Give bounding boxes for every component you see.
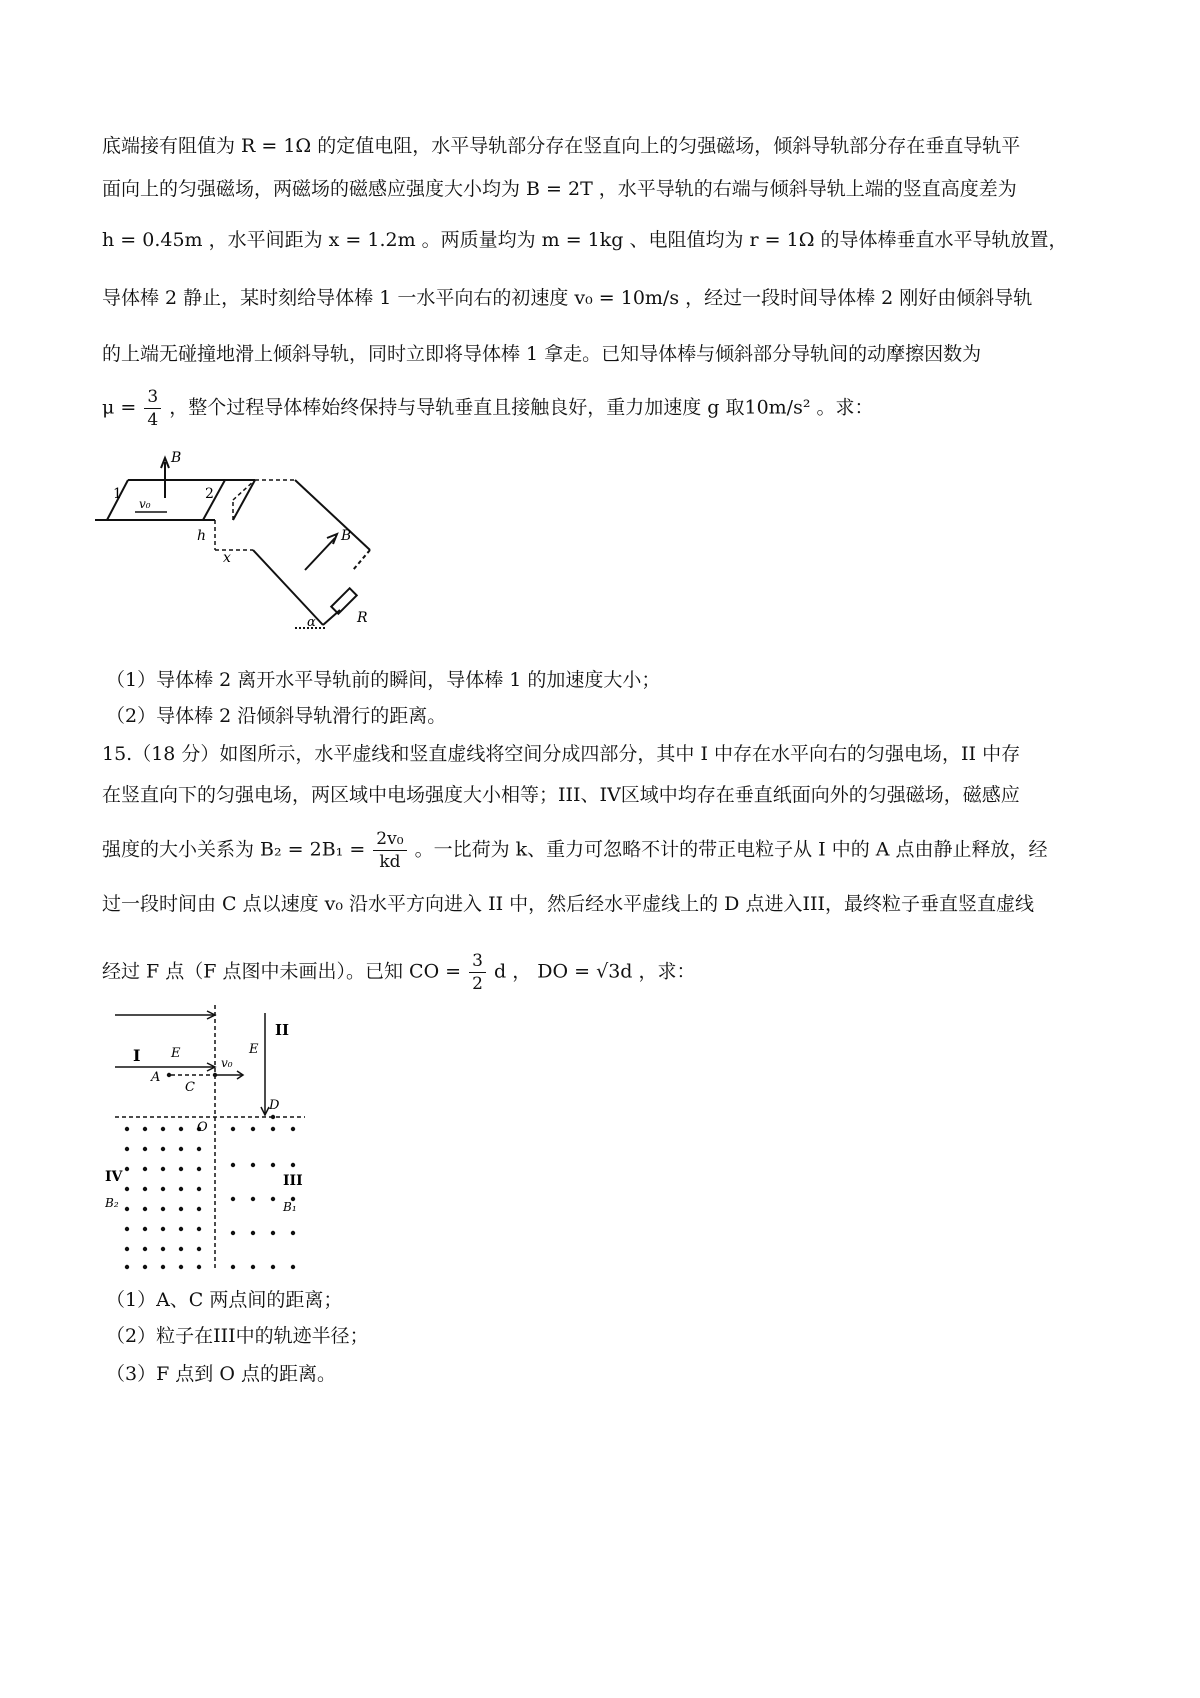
field-dot: [231, 1127, 235, 1131]
label-h: h: [197, 528, 207, 544]
label-b1: B₁: [283, 1200, 297, 1214]
field-dot: [291, 1265, 295, 1269]
field-dot: [231, 1231, 235, 1235]
b-arrow-incline: [305, 538, 335, 570]
field-dot: [125, 1167, 129, 1171]
p14-line-4: 导体棒 2 静止，某时刻给导体棒 1 一水平向右的初速度 v₀ = 10m/s ，经过一段时间导体棒 2 刚好由倾斜导轨: [102, 287, 1033, 309]
field-dot: [125, 1227, 129, 1231]
field-dot: [161, 1147, 165, 1151]
mu-prefix: μ =: [102, 396, 137, 419]
field-dot: [143, 1127, 147, 1131]
label-v0: v₀: [139, 497, 151, 511]
field-dot: [251, 1163, 255, 1167]
mu-suffix: ，整个过程导体棒始终保持与导轨垂直且接触良好，重力加速度 g 取10m/s² 。求：: [169, 396, 874, 419]
field-dot: [161, 1127, 165, 1131]
co-suffix: d ， DO = √3d ，求：: [494, 960, 696, 983]
label-region-i: I: [133, 1046, 141, 1065]
p15-line-2: 在竖直向下的匀强电场，两区域中电场强度大小相等；III、IV区域中均存在垂直纸面向外的匀强磁场，磁感应: [102, 784, 1020, 806]
co-prefix: 经过 F 点（F 点图中未画出）。已知 CO =: [102, 960, 462, 983]
label-e2: E: [249, 1042, 259, 1057]
field-dot: [197, 1247, 201, 1251]
point-a: [167, 1073, 171, 1077]
b-denominator: kd: [379, 852, 401, 872]
region-iv-dots: [125, 1127, 201, 1269]
p14-question-2: （2）导体棒 2 沿倾斜导轨滑行的距离。: [106, 705, 447, 727]
p14-line-3: h = 0.45m ，水平间距为 x = 1.2m 。两质量均为 m = 1kg 、电阻值均为 r = 1Ω 的导体棒垂直水平导轨放置，: [102, 229, 1068, 251]
field-dot: [179, 1227, 183, 1231]
label-c: C: [185, 1080, 195, 1095]
p15-line-4: 过一段时间由 C 点以速度 v₀ 沿水平方向进入 II 中，然后经水平虚线上的 D 点进入III，最终粒子垂直竖直虚线: [102, 893, 1034, 915]
field-dot: [179, 1247, 183, 1251]
co-denominator: 2: [472, 974, 483, 994]
field-dot: [143, 1167, 147, 1171]
field-dot: [161, 1227, 165, 1231]
field-dot: [125, 1247, 129, 1251]
field-dot: [271, 1127, 275, 1131]
p15-line-1: 15.（18 分）如图所示，水平虚线和竖直虚线将空间分成四部分，其中 I 中存在水平向右的匀强电场，II 中存: [102, 743, 1021, 765]
label-b-top: B: [171, 450, 182, 466]
p15-line-5: [102, 950, 695, 995]
field-dot: [291, 1127, 295, 1131]
co-fraction: [469, 950, 486, 995]
label-region-ii: II: [275, 1021, 290, 1039]
field-dot: [231, 1197, 235, 1201]
field-dot: [161, 1207, 165, 1211]
field-dot: [179, 1167, 183, 1171]
field-dot: [251, 1197, 255, 1201]
field-dot: [251, 1127, 255, 1131]
field-dot: [161, 1265, 165, 1269]
resistor-lead: [323, 610, 340, 625]
field-dot: [231, 1163, 235, 1167]
region-iii-dots: [231, 1127, 295, 1269]
rails-figure: [95, 450, 405, 640]
field-dot: [161, 1167, 165, 1171]
label-a: A: [151, 1070, 161, 1085]
b-fraction: [373, 828, 406, 873]
field-dot: [143, 1227, 147, 1231]
field-dot: [179, 1187, 183, 1191]
rail-end: [233, 480, 255, 520]
field-dot: [179, 1265, 183, 1269]
p14-line-1: 底端接有阻值为 R = 1Ω 的定值电阻，水平导轨部分存在竖直向上的匀强磁场，倾斜导轨部分存在垂直导轨平: [102, 135, 1021, 157]
label-rod-2: 2: [205, 486, 214, 502]
field-dot: [143, 1187, 147, 1191]
field-dot: [125, 1127, 129, 1131]
p15-line-3: [102, 828, 1048, 873]
label-v0-2: v₀: [221, 1056, 233, 1070]
field-dot: [161, 1187, 165, 1191]
field-dot: [197, 1227, 201, 1231]
mu-numerator: 3: [144, 386, 161, 409]
point-d: [271, 1115, 275, 1119]
field-dot: [291, 1163, 295, 1167]
field-dot: [197, 1147, 201, 1151]
b-relation-suffix: 。一比荷为 k、重力可忽略不计的带正电粒子从 I 中的 A 点由静止释放，经: [414, 838, 1048, 861]
field-diagram: [105, 1005, 335, 1275]
field-figure: [105, 1005, 335, 1275]
mu-denominator: 4: [147, 410, 159, 430]
field-dot: [143, 1247, 147, 1251]
p14-line-6: [102, 386, 873, 431]
field-dot: [271, 1197, 275, 1201]
label-r: R: [357, 610, 368, 626]
field-dot: [197, 1187, 201, 1191]
rails-diagram: [95, 450, 405, 640]
label-rod-1: 1: [113, 486, 122, 502]
point-c: [213, 1073, 217, 1077]
label-region-iii: III: [283, 1173, 303, 1189]
field-dot: [143, 1147, 147, 1151]
label-x: x: [223, 550, 231, 566]
b-numerator: 2v₀: [373, 828, 406, 851]
field-dot: [125, 1187, 129, 1191]
field-dot: [143, 1265, 147, 1269]
incline-top-edge: [353, 550, 370, 570]
field-dot: [251, 1265, 255, 1269]
resistor: [331, 588, 356, 613]
p14-question-1: （1）导体棒 2 离开水平导轨前的瞬间，导体棒 1 的加速度大小；: [106, 669, 661, 691]
field-dot: [179, 1147, 183, 1151]
field-dot: [197, 1207, 201, 1211]
field-dot: [271, 1265, 275, 1269]
field-dot: [143, 1207, 147, 1211]
label-b-incline: B: [341, 528, 352, 544]
field-dot: [231, 1265, 235, 1269]
label-e1: E: [171, 1046, 181, 1061]
field-dot: [197, 1265, 201, 1269]
p14-line-2: 面向上的匀强磁场，两磁场的磁感应强度大小均为 B = 2T ，水平导轨的右端与倾斜导轨上端的竖直高度差为: [102, 178, 1017, 200]
label-d: D: [269, 1098, 280, 1113]
p15-question-1: （1）A、C 两点间的距离；: [106, 1289, 343, 1311]
field-dot: [179, 1207, 183, 1211]
p15-question-3: （3）F 点到 O 点的距离。: [106, 1363, 336, 1385]
co-numerator: 3: [469, 950, 486, 973]
field-dot: [125, 1147, 129, 1151]
field-dot: [197, 1167, 201, 1171]
field-dot: [125, 1207, 129, 1211]
field-dot: [161, 1247, 165, 1251]
field-dot: [291, 1231, 295, 1235]
label-alpha: α: [307, 615, 316, 630]
label-o: O: [197, 1120, 208, 1135]
field-dot: [271, 1231, 275, 1235]
h-dash-2: [233, 480, 255, 500]
field-dot: [179, 1127, 183, 1131]
field-dot: [125, 1265, 129, 1269]
field-dot: [251, 1231, 255, 1235]
p15-question-2: （2）粒子在III中的轨迹半径；: [106, 1325, 369, 1347]
label-b2: B₂: [105, 1196, 119, 1210]
b-relation-prefix: 强度的大小关系为 B₂ = 2B₁ =: [102, 838, 366, 861]
mu-fraction: [144, 386, 161, 431]
label-region-iv: IV: [105, 1169, 123, 1185]
field-dot: [271, 1163, 275, 1167]
p14-line-5: 的上端无碰撞地滑上倾斜导轨，同时立即将导体棒 1 拿走。已知导体棒与倾斜部分导轨间的动摩擦因数为: [102, 343, 982, 365]
